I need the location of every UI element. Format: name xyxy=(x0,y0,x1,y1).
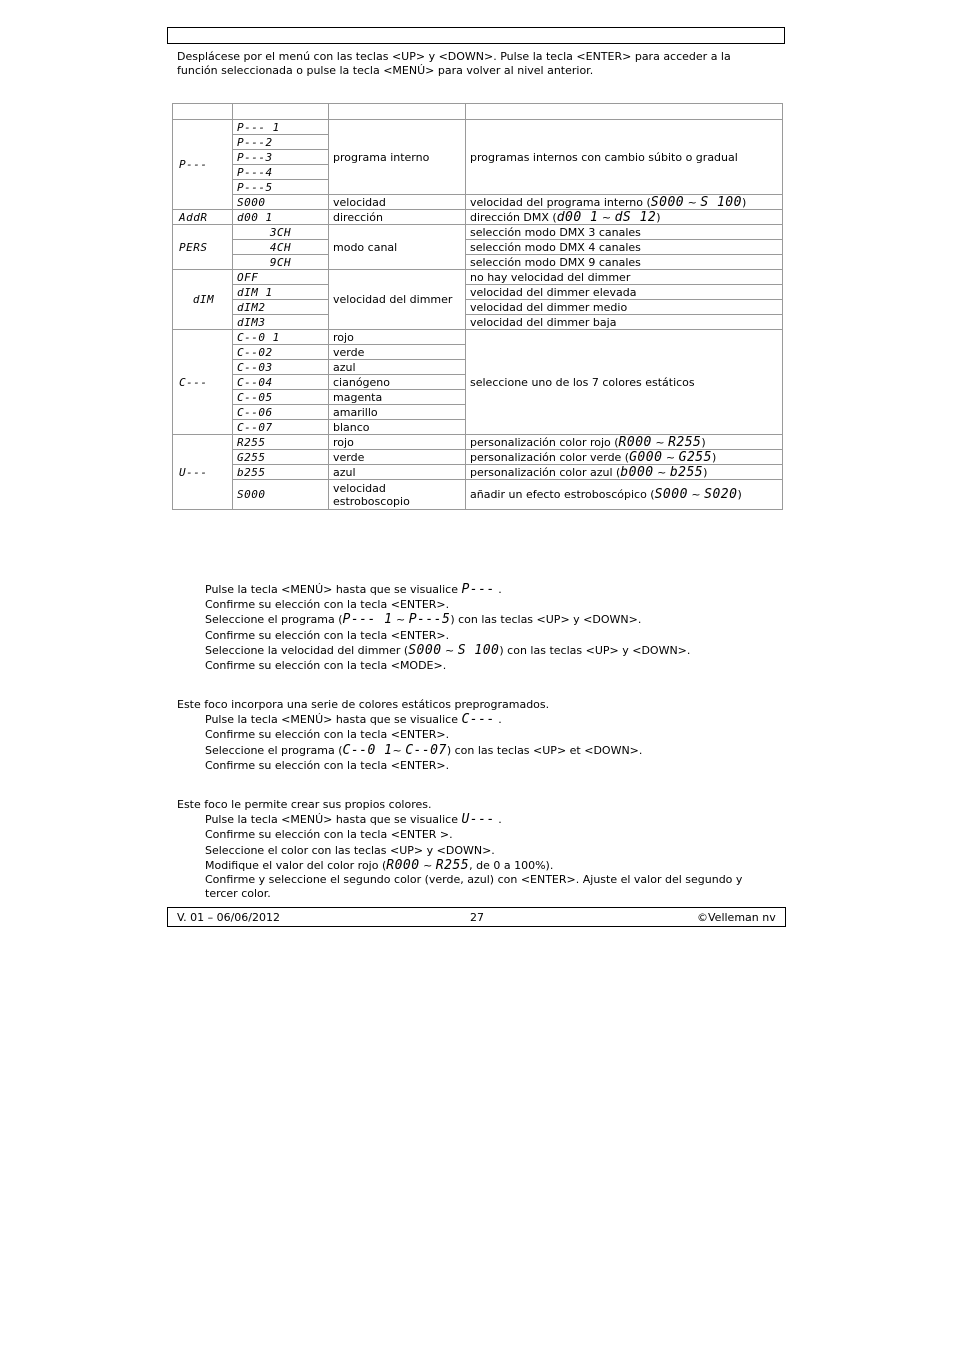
table-row xyxy=(173,480,783,510)
function-cell: verde xyxy=(329,345,466,360)
submenu-code: P---5 xyxy=(233,180,329,195)
step: Seleccione el color con las teclas <UP> y <DOWN>. xyxy=(205,843,495,857)
desc-text: personalización color verde ( xyxy=(470,450,630,464)
table-row xyxy=(173,195,783,210)
submenu-code: P---4 xyxy=(233,165,329,180)
description-cell: velocidad del dimmer medio xyxy=(466,300,783,315)
header-cell xyxy=(466,104,783,120)
range-separator: ~ xyxy=(662,450,679,464)
step: Confirme su elección con la tecla <ENTER>. xyxy=(205,628,450,642)
range-separator: ~ xyxy=(653,465,670,479)
lcd-value: S000 xyxy=(650,194,685,210)
function-cell: blanco xyxy=(329,420,466,435)
lcd-value: C--07 xyxy=(405,742,447,758)
lcd-value: S000 xyxy=(408,642,442,658)
desc-text: ) xyxy=(701,435,706,449)
step xyxy=(177,582,777,597)
step xyxy=(177,873,777,901)
lcd-value: R255 xyxy=(435,857,470,873)
function-cell: magenta xyxy=(329,390,466,405)
range-separator: ~ xyxy=(598,210,615,224)
submenu-code: 4CH xyxy=(233,240,329,255)
submenu-code: R255 xyxy=(233,435,329,450)
step-text: . xyxy=(494,813,502,827)
header-cell xyxy=(329,104,466,120)
lcd-value: P--- xyxy=(461,582,495,597)
submenu-code: d00 1 xyxy=(233,210,329,225)
range-separator: ~ xyxy=(441,643,458,657)
description-cell xyxy=(466,210,783,225)
function-cell: azul xyxy=(329,360,466,375)
step-text: ) con las teclas <UP> et <DOWN>. xyxy=(446,743,643,757)
step: Confirme su elección con la tecla <ENTER>. xyxy=(205,758,450,772)
intro-line-2: función seleccionada o pulse la tecla <MENÚ> para volver al nivel anterior. xyxy=(177,64,594,77)
lcd-value: C--- xyxy=(461,712,495,728)
section-static-colors xyxy=(177,697,777,773)
description-cell xyxy=(466,465,783,480)
header-cell xyxy=(173,104,233,120)
section-intro: Este foco le permite crear sus propios colores. xyxy=(177,798,432,811)
step-text: ) con las teclas <UP> y <DOWN>. xyxy=(499,643,691,657)
step-text: Seleccione el programa ( xyxy=(205,743,343,757)
step-text: Modifique el valor del color rojo ( xyxy=(205,858,387,872)
desc-text: ) xyxy=(703,465,708,479)
submenu-code: OFF xyxy=(233,270,329,285)
lcd-value: dS 12 xyxy=(614,209,657,225)
step-text: Confirme y seleccione el segundo color (verde, azul) con <ENTER>. Ajuste el valor del segundo y xyxy=(205,873,743,887)
range-separator: ~ xyxy=(419,858,436,872)
footer-copyright: ©Velleman nv xyxy=(697,911,776,924)
function-cell: verde xyxy=(329,450,466,465)
lcd-value: U--- xyxy=(461,812,495,828)
desc-text: personalización color azul ( xyxy=(470,465,621,479)
function-cell: cianógeno xyxy=(329,375,466,390)
footer-version: V. 01 – 06/06/2012 xyxy=(177,911,280,924)
step-text: ) con las teclas <UP> y <DOWN>. xyxy=(450,613,642,627)
description-cell: velocidad del dimmer elevada xyxy=(466,285,783,300)
lcd-value: R255 xyxy=(668,434,702,450)
submenu-code: 9CH xyxy=(233,255,329,270)
desc-text: velocidad del programa interno ( xyxy=(470,195,651,209)
description-cell: selección modo DMX 9 canales xyxy=(466,255,783,270)
lcd-value: C--0 1 xyxy=(342,742,393,758)
function-cell: modo canal xyxy=(329,225,466,270)
lcd-value: S020 xyxy=(704,487,738,502)
lcd-value: d00 1 xyxy=(556,209,599,225)
lcd-value: b000 xyxy=(620,464,654,480)
table-row xyxy=(173,255,783,270)
submenu-code: P---3 xyxy=(233,150,329,165)
submenu-code: C--04 xyxy=(233,375,329,390)
submenu-code: P--- 1 xyxy=(233,120,329,135)
desc-text: ) xyxy=(741,195,747,209)
table-row xyxy=(173,285,783,300)
submenu-code: G255 xyxy=(233,450,329,465)
submenu-code: C--02 xyxy=(233,345,329,360)
description-cell: selección modo DMX 3 canales xyxy=(466,225,783,240)
submenu-code: dIM3 xyxy=(233,315,329,330)
step xyxy=(177,812,777,827)
function-cell: velocidad xyxy=(329,195,466,210)
step xyxy=(177,858,777,873)
lcd-value: G255 xyxy=(678,449,712,465)
intro-line-1: Desplácese por el menú con las teclas <UP> y <DOWN>. Pulse la tecla <ENTER> para acceder a la xyxy=(177,50,731,63)
table-row xyxy=(173,450,783,465)
range-separator: ~ xyxy=(392,743,406,757)
description-cell xyxy=(466,480,783,510)
section-intro: Este foco incorpora una serie de colores estáticos preprogramados. xyxy=(177,698,550,711)
table-row xyxy=(173,315,783,330)
desc-text: ) xyxy=(656,210,661,224)
submenu-code: C--05 xyxy=(233,390,329,405)
submenu-code: C--07 xyxy=(233,420,329,435)
table-row xyxy=(173,120,783,135)
description-cell xyxy=(466,450,783,465)
function-cell: amarillo xyxy=(329,405,466,420)
submenu-code: 3CH xyxy=(233,225,329,240)
function-cell: velocidad del dimmer xyxy=(329,270,466,330)
lcd-value: S000 xyxy=(654,487,688,502)
function-cell: rojo xyxy=(329,435,466,450)
step xyxy=(177,743,777,758)
function-cell: programa interno xyxy=(329,120,466,195)
desc-text: personalización color rojo ( xyxy=(470,435,619,449)
menu-code-program: P--- xyxy=(173,120,233,210)
description-cell: selección modo DMX 4 canales xyxy=(466,240,783,255)
section-user-colors xyxy=(177,797,777,901)
function-cell: velocidad estroboscopio xyxy=(329,480,466,510)
header-cell xyxy=(233,104,329,120)
submenu-code: C--06 xyxy=(233,405,329,420)
section-programs xyxy=(177,582,777,673)
menu-code-color: C--- xyxy=(173,330,233,435)
table-row xyxy=(173,330,783,345)
lcd-value: S 100 xyxy=(700,194,742,210)
submenu-code: C--0 1 xyxy=(233,330,329,345)
table-row xyxy=(173,240,783,255)
lcd-value: S 100 xyxy=(457,642,500,658)
table-row xyxy=(173,300,783,315)
menu-code-address: AddR xyxy=(173,210,233,225)
lcd-value: b255 xyxy=(669,464,704,480)
range-separator: ~ xyxy=(651,435,669,449)
function-cell: rojo xyxy=(329,330,466,345)
step-text: Seleccione la velocidad del dimmer ( xyxy=(205,643,409,657)
description-cell: seleccione uno de los 7 colores estáticos xyxy=(466,330,783,435)
step: Confirme su elección con la tecla <ENTER >. xyxy=(205,828,453,842)
submenu-code: dIM2 xyxy=(233,300,329,315)
header-box xyxy=(167,27,785,44)
lcd-value: P---5 xyxy=(408,612,451,628)
desc-text: ) xyxy=(737,488,742,501)
description-cell: programas internos con cambio súbito o gradual xyxy=(466,120,783,195)
step xyxy=(177,712,777,727)
range-separator: ~ xyxy=(687,488,705,501)
step-text: Pulse la tecla <MENÚ> hasta que se visualice xyxy=(205,813,462,827)
table-row xyxy=(173,225,783,240)
function-cell: azul xyxy=(329,465,466,480)
range-separator: ~ xyxy=(684,195,701,209)
step-text: . xyxy=(494,583,502,596)
description-cell: velocidad del dimmer baja xyxy=(466,315,783,330)
menu-code-personality: PERS xyxy=(173,225,233,270)
table-row xyxy=(173,465,783,480)
submenu-code: b255 xyxy=(233,465,329,480)
desc-text: añadir un efecto estroboscópico ( xyxy=(470,488,655,501)
step xyxy=(177,612,777,627)
step-text: Seleccione el programa ( xyxy=(205,613,343,627)
submenu-code: P---2 xyxy=(233,135,329,150)
step-text: Pulse la tecla <MENÚ> hasta que se visualice xyxy=(205,713,462,727)
step xyxy=(177,643,777,658)
table-row xyxy=(173,435,783,450)
submenu-code: C--03 xyxy=(233,360,329,375)
step-text: , de 0 a 100%). xyxy=(469,858,554,872)
lcd-value: R000 xyxy=(618,434,652,450)
description-cell xyxy=(466,195,783,210)
step-text: tercer color. xyxy=(205,887,271,901)
description-cell: no hay velocidad del dimmer xyxy=(466,270,783,285)
desc-text: ) xyxy=(711,450,717,464)
menu-code-dimmer: dIM xyxy=(173,270,233,330)
lcd-value: R000 xyxy=(386,857,420,873)
table-row xyxy=(173,210,783,225)
range-separator: ~ xyxy=(392,613,409,627)
table-row xyxy=(173,270,783,285)
submenu-code: S000 xyxy=(233,195,329,210)
lcd-value: G000 xyxy=(629,449,663,465)
step-text: Pulse la tecla <MENÚ> hasta que se visualice xyxy=(205,583,462,596)
description-cell xyxy=(466,435,783,450)
intro-paragraph xyxy=(177,50,777,78)
lcd-value: P--- 1 xyxy=(342,612,393,628)
step: Confirme su elección con la tecla <ENTER>. xyxy=(205,598,450,612)
step: Confirme su elección con la tecla <ENTER>. xyxy=(205,728,450,742)
menu-table xyxy=(172,103,783,510)
step-text: . xyxy=(494,713,502,727)
function-cell: dirección xyxy=(329,210,466,225)
menu-code-user: U--- xyxy=(173,435,233,510)
step: Confirme su elección con la tecla <MODE>. xyxy=(205,659,447,673)
footer-page-number: 27 xyxy=(470,911,484,924)
table-header-row xyxy=(173,104,783,120)
desc-text: dirección DMX ( xyxy=(470,210,557,224)
submenu-code: S000 xyxy=(233,480,329,510)
submenu-code: dIM 1 xyxy=(233,285,329,300)
